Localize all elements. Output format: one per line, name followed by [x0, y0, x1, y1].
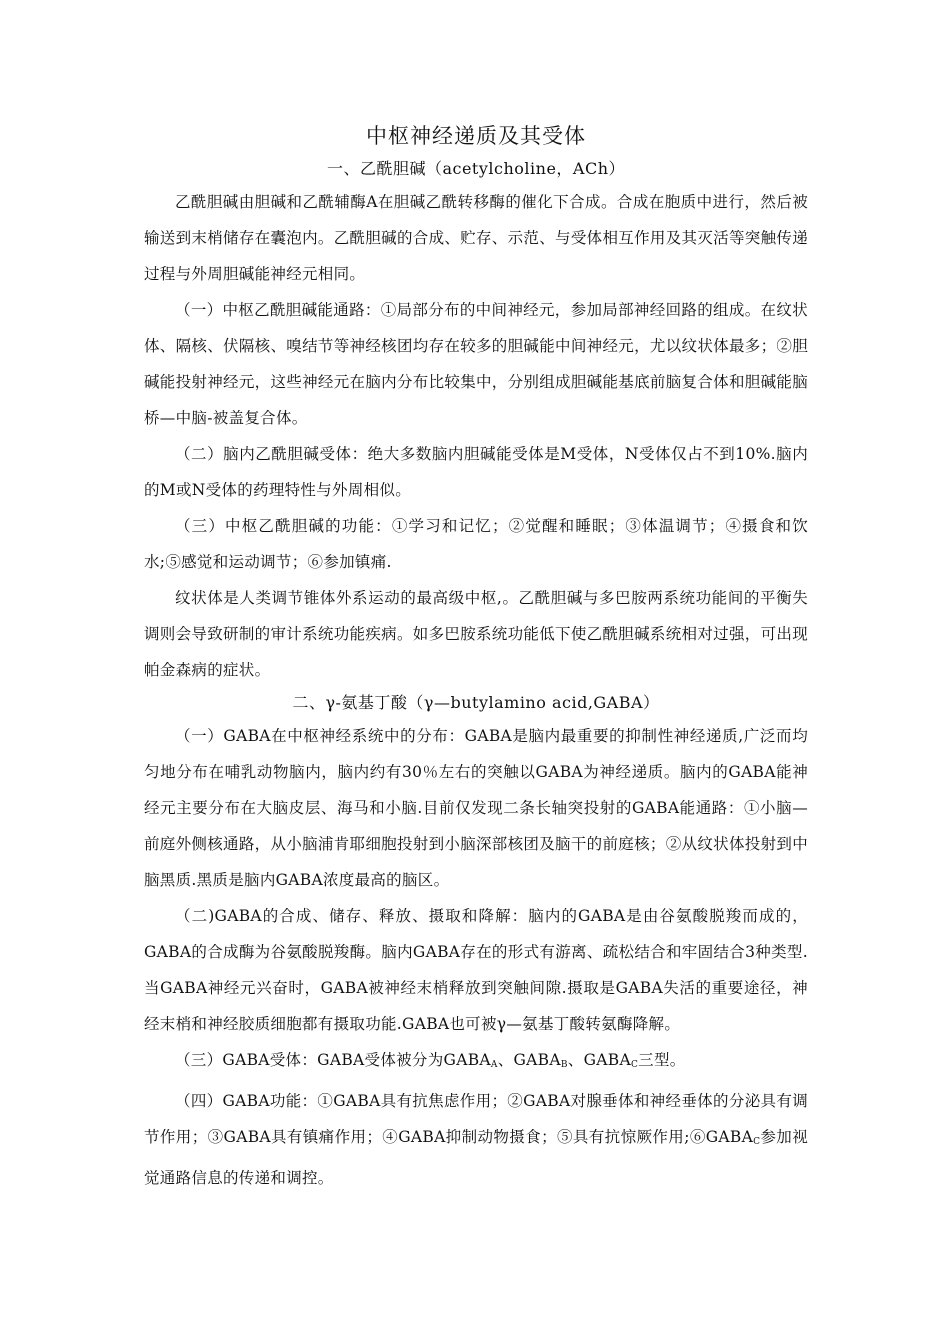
- paragraph-gaba-metabolism: （二)GABA的合成、储存、释放、摄取和降解：脑内的GABA是由谷氨酸脱羧而成的，GABA的合成酶为谷氨酸脱羧酶。脑内GABA存在的形式有游离、疏松结合和牢固结合3种类型.当GABA神经元兴奋时，GABA被神经末梢释放到突触间隙.摄取是GABA失活的重要途径，神经末梢和神经胶质细胞都有摄取功能.GABA也可被γ—氨基丁酸转氨酶降解。: [144, 907, 808, 1033]
- section-heading-gaba: 二、γ-氨基丁酸（γ—butylamino acid,GABA）: [292, 693, 660, 712]
- receptor-text-suffix: 三型。: [638, 1051, 686, 1069]
- function-text-suffix: 参加视觉通路信息的传递和调控。: [144, 1128, 808, 1187]
- paragraph-ach-receptors: （二）脑内乙酰胆碱受体：绝大多数脑内胆碱能受体是M受体，N受体仅占不到10%.脑内的M或N受体的药理特性与外周相似。: [144, 445, 808, 499]
- subscript-c: C: [630, 1060, 639, 1070]
- document-body: [144, 118, 808, 1196]
- document-title: 中枢神经递质及其受体: [366, 124, 586, 148]
- paragraph-ach-pathways: （一）中枢乙酰胆碱能通路：①局部分布的中间神经元，参加局部神经回路的组成。在纹状体、隔核、伏隔核、嗅结节等神经核团均存在较多的胆碱能中间神经元，尤以纹状体最多；②胆碱能投射神经元，这些神经元在脑内分布比较集中，分别组成胆碱能基底前脑复合体和胆碱能脑桥—中脑-被盖复合体。: [144, 301, 808, 427]
- receptor-text-mid2: 、GABA: [567, 1051, 631, 1069]
- paragraph-gaba-functions: [144, 1083, 808, 1196]
- paragraph-ach-functions: （三）中枢乙酰胆碱的功能：①学习和记忆；②觉醒和睡眠；③体温调节；④摄食和饮水;⑤感觉和运动调节；⑥参加镇痛.: [144, 517, 808, 571]
- subscript-b: B: [560, 1060, 568, 1070]
- subscript-c: C: [753, 1137, 761, 1147]
- receptor-text-prefix: （三）GABA受体：GABA受体被分为GABA: [175, 1051, 491, 1069]
- paragraph-ach-synthesis: 乙酰胆碱由胆碱和乙酰辅酶A在胆碱乙酰转移酶的催化下合成。合成在胞质中进行，然后被输送到末梢储存在囊泡内。乙酰胆碱的合成、贮存、示范、与受体相互作用及其灭活等突触传递过程与外周胆碱能神经元相同。: [144, 193, 808, 283]
- paragraph-ach-striatum: 纹状体是人类调节锥体外系运动的最高级中枢,。乙酰胆碱与多巴胺两系统功能间的平衡失调则会导致研制的审计系统功能疾病。如多巴胺系统功能低下使乙酰胆碱系统相对过强，可出现帕金森病的症状。: [144, 589, 808, 679]
- paragraph-gaba-receptors: [144, 1042, 808, 1083]
- paragraph-gaba-distribution: （一）GABA在中枢神经系统中的分布：GABA是脑内最重要的抑制性神经递质,广泛而均匀地分布在哺乳动物脑内，脑内约有30％左右的突触以GABA为神经递质。脑内的GABA能神经元主要分布在大脑皮层、海马和小脑.目前仅发现二条长轴突投射的GABA能通路：①小脑—前庭外侧核通路，从小脑浦肯耶细胞投射到小脑深部核团及脑干的前庭核；②从纹状体投射到中脑黑质.黑质是脑内GABA浓度最高的脑区。: [144, 727, 808, 889]
- function-text-prefix: （四）GABA功能：①GABA具有抗焦虑作用；②GABA对腺垂体和神经垂体的分泌具有调节作用；③GABA具有镇痛作用；④GABA抑制动物摄食；⑤具有抗惊厥作用;⑥GABA: [144, 1092, 808, 1146]
- subscript-a: A: [490, 1060, 498, 1070]
- receptor-text-mid1: 、GABA: [497, 1051, 561, 1069]
- section-heading-ach: 一、乙酰胆碱（acetylcholine，ACh）: [326, 159, 626, 178]
